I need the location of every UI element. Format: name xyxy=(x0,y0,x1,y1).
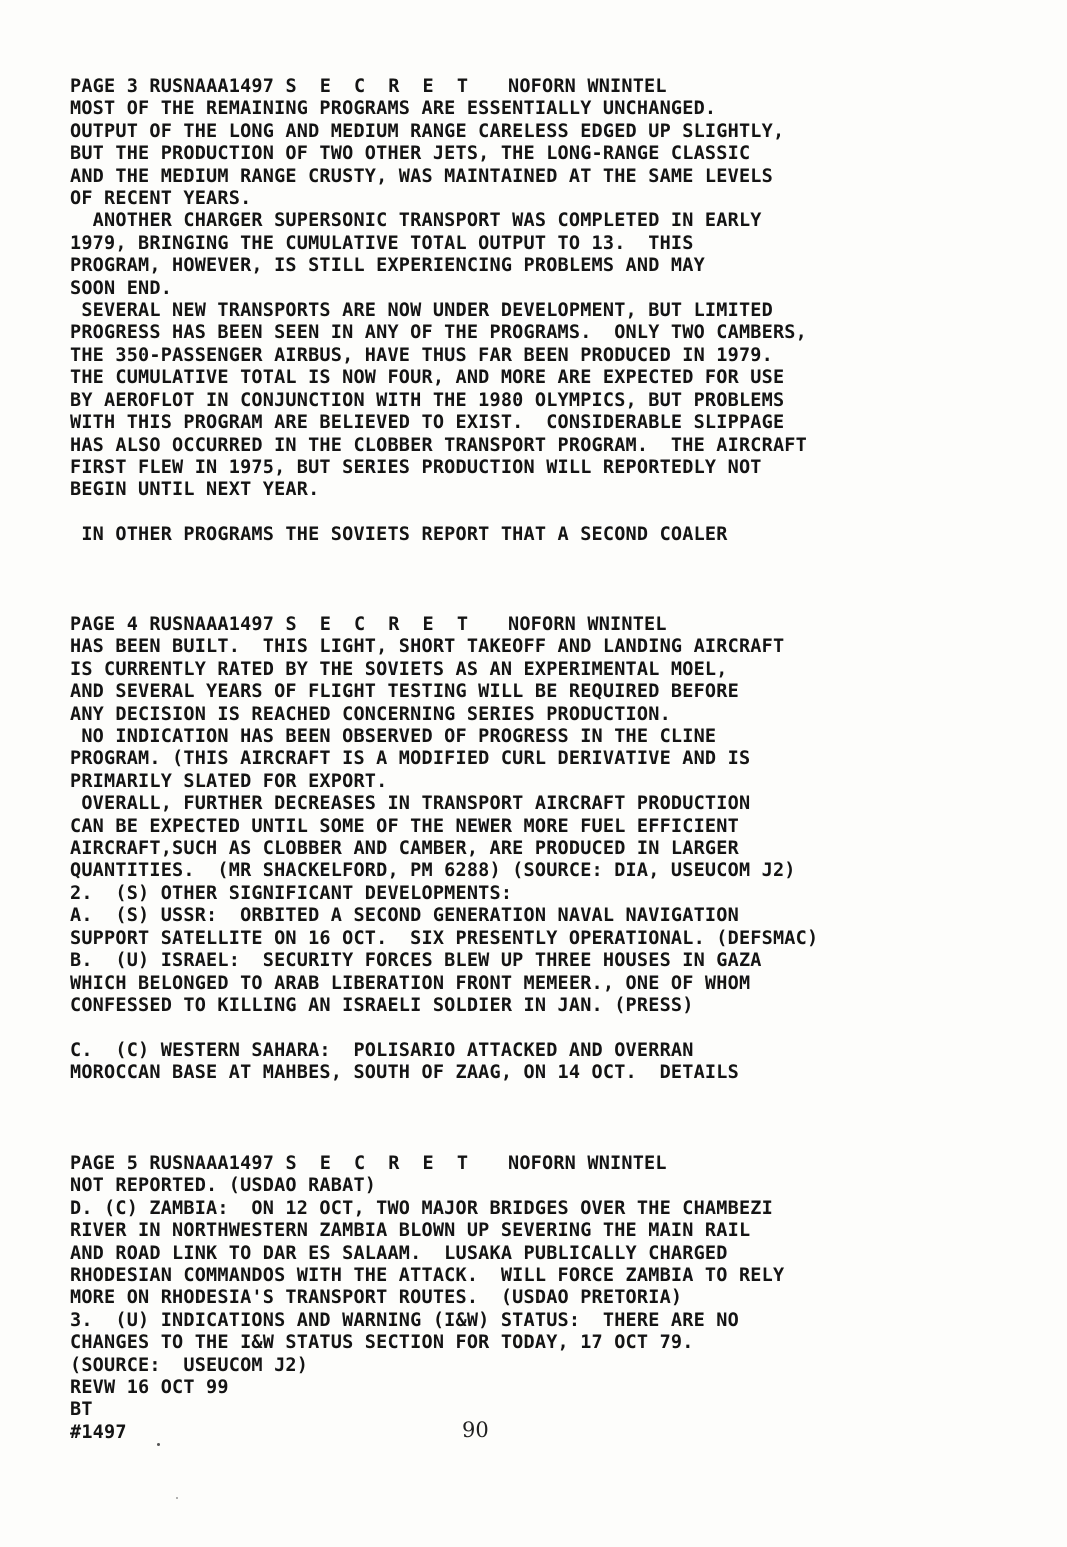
text-line: IS CURRENTLY RATED BY THE SOVIETS AS AN EXPERIMENTAL MOEL, xyxy=(70,658,728,680)
text-line: ANY DECISION IS REACHED CONCERNING SERIES PRODUCTION. xyxy=(70,703,671,725)
classification: S E C R E T xyxy=(285,1153,474,1174)
text-line: WITH THIS PROGRAM ARE BELIEVED TO EXIST. CONSIDERABLE SLIPPAGE xyxy=(70,412,785,434)
page-label: PAGE 3 xyxy=(70,76,139,97)
text-line: AND THE MEDIUM RANGE CRUSTY, WAS MAINTAINED AT THE SAME LEVELS xyxy=(70,165,773,187)
page-5-header xyxy=(70,1153,970,1175)
text-line: MOROCCAN BASE AT MAHBES, SOUTH OF ZAAG, ON 14 OCT. DETAILS xyxy=(70,1062,739,1084)
caveat: NOFORN WNINTEL xyxy=(507,614,667,635)
text-line: WHICH BELONGED TO ARAB LIBERATION FRONT MEMEER., ONE OF WHOM xyxy=(70,972,751,994)
text-line: PROGRAM, HOWEVER, IS STILL EXPERIENCING PROBLEMS AND MAY xyxy=(70,255,705,277)
text-line: THE 350-PASSENGER AIRBUS, HAVE THUS FAR BEEN PRODUCED IN 1979. xyxy=(70,344,773,366)
text-line: BEGIN UNTIL NEXT YEAR. xyxy=(70,479,320,501)
message-id: RUSNAAA1497 xyxy=(149,614,275,635)
text-line: 1979, BRINGING THE CUMULATIVE TOTAL OUTPUT TO 13. THIS xyxy=(70,232,694,254)
text-line: BUT THE PRODUCTION OF TWO OTHER JETS, THE LONG-RANGE CLASSIC xyxy=(70,143,751,165)
page-number: 90 xyxy=(462,1418,489,1442)
text-line: ANOTHER CHARGER SUPERSONIC TRANSPORT WAS COMPLETED IN EARLY xyxy=(70,210,762,232)
text-line: IN OTHER PROGRAMS THE SOVIETS REPORT THAT A SECOND COALER xyxy=(70,524,728,546)
text-line: PROGRAM. (THIS AIRCRAFT IS A MODIFIED CURL DERIVATIVE AND IS xyxy=(70,748,751,770)
page-3-section xyxy=(70,76,970,547)
text-line: #1497 xyxy=(70,1421,127,1443)
text-line: D. (C) ZAMBIA: ON 12 OCT, TWO MAJOR BRIDGES OVER THE CHAMBEZI xyxy=(70,1197,773,1219)
page-4-header xyxy=(70,614,970,636)
page-5-section xyxy=(70,1153,970,1444)
text-line: REVW 16 OCT 99 xyxy=(70,1377,229,1399)
text-line: OVERALL, FURTHER DECREASES IN TRANSPORT AIRCRAFT PRODUCTION xyxy=(70,793,751,815)
text-line: NO INDICATION HAS BEEN OBSERVED OF PROGRESS IN THE CLINE xyxy=(70,726,717,748)
text-line: C. (C) WESTERN SAHARA: POLISARIO ATTACKED AND OVERRAN xyxy=(70,1039,694,1061)
classification: S E C R E T xyxy=(285,76,474,97)
message-id: RUSNAAA1497 xyxy=(149,76,275,97)
text-line: NOT REPORTED. (USDAO RABAT) xyxy=(70,1175,377,1197)
text-line: CONFESSED TO KILLING AN ISRAELI SOLDIER IN JAN. (PRESS) xyxy=(70,994,694,1016)
text-line: 3. (U) INDICATIONS AND WARNING (I&W) STATUS: THERE ARE NO xyxy=(70,1309,739,1331)
text-line: MOST OF THE REMAINING PROGRAMS ARE ESSENTIALLY UNCHANGED. xyxy=(70,98,717,120)
text-line: BY AEROFLOT IN CONJUNCTION WITH THE 1980 OLYMPICS, BUT PROBLEMS xyxy=(70,389,785,411)
text-line: SUPPORT SATELLITE ON 16 OCT. SIX PRESENTLY OPERATIONAL. (DEFSMAC) xyxy=(70,927,819,949)
text-line: OF RECENT YEARS. xyxy=(70,188,252,210)
caveat: NOFORN WNINTEL xyxy=(507,1153,667,1174)
caveat: NOFORN WNINTEL xyxy=(507,76,667,97)
text-line: 2. (S) OTHER SIGNIFICANT DEVELOPMENTS: xyxy=(70,882,513,904)
text-line: RIVER IN NORTHWESTERN ZAMBIA BLOWN UP SEVERING THE MAIN RAIL xyxy=(70,1220,751,1242)
scan-speck xyxy=(176,1497,178,1499)
text-line: OUTPUT OF THE LONG AND MEDIUM RANGE CARELESS EDGED UP SLIGHTLY, xyxy=(70,120,785,142)
page-4-section xyxy=(70,614,970,1085)
text-line: RHODESIAN COMMANDOS WITH THE ATTACK. WILL FORCE ZAMBIA TO RELY xyxy=(70,1265,785,1287)
text-line: HAS BEEN BUILT. THIS LIGHT, SHORT TAKEOFF AND LANDING AIRCRAFT xyxy=(70,636,785,658)
page-3-header xyxy=(70,76,970,98)
text-line: AND SEVERAL YEARS OF FLIGHT TESTING WILL BE REQUIRED BEFORE xyxy=(70,681,739,703)
page-label: PAGE 5 xyxy=(70,1153,139,1174)
text-line: HAS ALSO OCCURRED IN THE CLOBBER TRANSPORT PROGRAM. THE AIRCRAFT xyxy=(70,434,807,456)
text-line: PROGRESS HAS BEEN SEEN IN ANY OF THE PROGRAMS. ONLY TWO CAMBERS, xyxy=(70,322,807,344)
text-line: SEVERAL NEW TRANSPORTS ARE NOW UNDER DEVELOPMENT, BUT LIMITED xyxy=(70,300,773,322)
text-line: (SOURCE: USEUCOM J2) xyxy=(70,1354,309,1376)
text-line: AND ROAD LINK TO DAR ES SALAAM. LUSAKA PUBLICALLY CHARGED xyxy=(70,1242,728,1264)
text-line: B. (U) ISRAEL: SECURITY FORCES BLEW UP THREE HOUSES IN GAZA xyxy=(70,950,762,972)
text-line: A. (S) USSR: ORBITED A SECOND GENERATION NAVAL NAVIGATION xyxy=(70,905,739,927)
message-id: RUSNAAA1497 xyxy=(149,1153,275,1174)
text-line xyxy=(70,1017,970,1039)
classification: S E C R E T xyxy=(285,614,474,635)
text-line: SOON END. xyxy=(70,277,173,299)
text-line: CAN BE EXPECTED UNTIL SOME OF THE NEWER MORE FUEL EFFICIENT xyxy=(70,815,739,837)
scan-speck xyxy=(157,1443,160,1446)
text-line xyxy=(70,502,970,524)
text-line: MORE ON RHODESIA'S TRANSPORT ROUTES. (USDAO PRETORIA) xyxy=(70,1287,683,1309)
text-line: BT xyxy=(70,1399,93,1421)
text-line: FIRST FLEW IN 1975, BUT SERIES PRODUCTION WILL REPORTEDLY NOT xyxy=(70,456,762,478)
page-label: PAGE 4 xyxy=(70,614,139,635)
text-line: THE CUMULATIVE TOTAL IS NOW FOUR, AND MORE ARE EXPECTED FOR USE xyxy=(70,367,785,389)
text-line: CHANGES TO THE I&W STATUS SECTION FOR TODAY, 17 OCT 79. xyxy=(70,1332,694,1354)
text-line: AIRCRAFT,SUCH AS CLOBBER AND CAMBER, ARE PRODUCED IN LARGER xyxy=(70,838,739,860)
text-line: QUANTITIES. (MR SHACKELFORD, PM 6288) (SOURCE: DIA, USEUCOM J2) xyxy=(70,860,796,882)
text-line: PRIMARILY SLATED FOR EXPORT. xyxy=(70,770,388,792)
